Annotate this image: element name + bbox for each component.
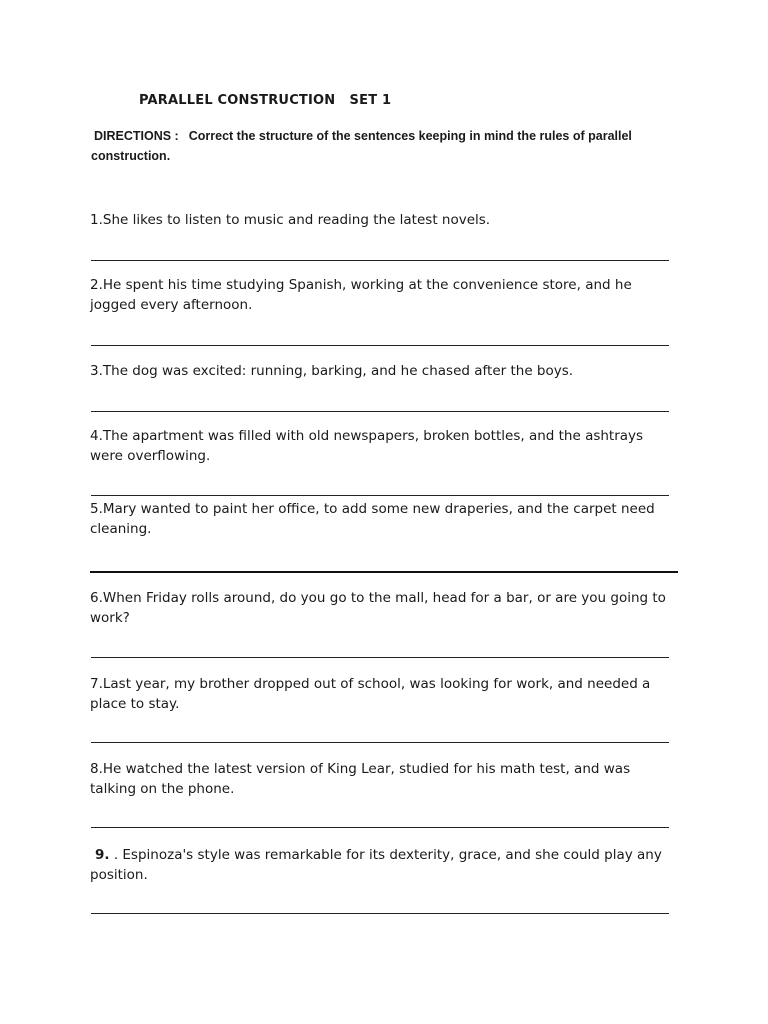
question-text: Last year, my brother dropped out of school, was looking for work, and needed a place to stay.: [90, 676, 651, 712]
question-number: 4.: [90, 428, 103, 444]
directions: [91, 126, 651, 166]
question-number: 7.: [90, 676, 103, 692]
directions-text: Correct the structure of the sentences keeping in mind the rules of parallel construction.: [91, 129, 632, 163]
question-text: She likes to listen to music and reading the latest novels.: [102, 212, 491, 228]
answer-line-3[interactable]: [91, 411, 669, 412]
answer-line-5[interactable]: [90, 571, 678, 573]
question-text: . Espinoza's style was remarkable for its dexterity, grace, and she could play any position.: [90, 847, 662, 883]
question-text: The dog was excited: running, barking, and he chased after the boys.: [102, 363, 574, 379]
answer-line-6[interactable]: [91, 657, 669, 658]
question-6: [90, 588, 675, 628]
question-number: 1.: [90, 212, 103, 228]
question-text: Mary wanted to paint her office, to add some new draperies, and the carpet need cleaning.: [90, 501, 655, 537]
worksheet-title: PARALLEL CONSTRUCTION SET 1: [139, 93, 392, 108]
question-1: [90, 210, 675, 230]
question-text: When Friday rolls around, do you go to the mall, head for a bar, or are you going to work?: [90, 590, 666, 626]
question-2: [90, 275, 675, 315]
question-number: 3.: [90, 363, 103, 379]
question-4: [90, 426, 675, 466]
question-9: [90, 845, 675, 885]
answer-line-9[interactable]: [91, 913, 669, 914]
question-5: [90, 499, 675, 539]
question-number: 6.: [90, 590, 103, 606]
question-8: [90, 759, 675, 799]
question-number: 8.: [90, 761, 103, 777]
question-text: The apartment was filled with old newspapers, broken bottles, and the ashtrays were overflowing.: [90, 428, 644, 464]
question-number: 5.: [90, 501, 103, 517]
question-number: 2.: [90, 277, 103, 293]
directions-label: DIRECTIONS :: [94, 129, 179, 143]
answer-line-1[interactable]: [91, 260, 669, 261]
question-text: He watched the latest version of King Lear, studied for his math test, and was talking on the phone.: [90, 761, 631, 797]
question-number: 9.: [95, 847, 110, 863]
answer-line-8[interactable]: [91, 827, 669, 828]
answer-line-4[interactable]: [91, 495, 669, 496]
question-3: [90, 361, 675, 381]
answer-line-2[interactable]: [91, 345, 669, 346]
question-7: [90, 674, 675, 714]
question-text: He spent his time studying Spanish, working at the convenience store, and he jogged every afternoon.: [90, 277, 632, 313]
answer-line-7[interactable]: [91, 742, 669, 743]
